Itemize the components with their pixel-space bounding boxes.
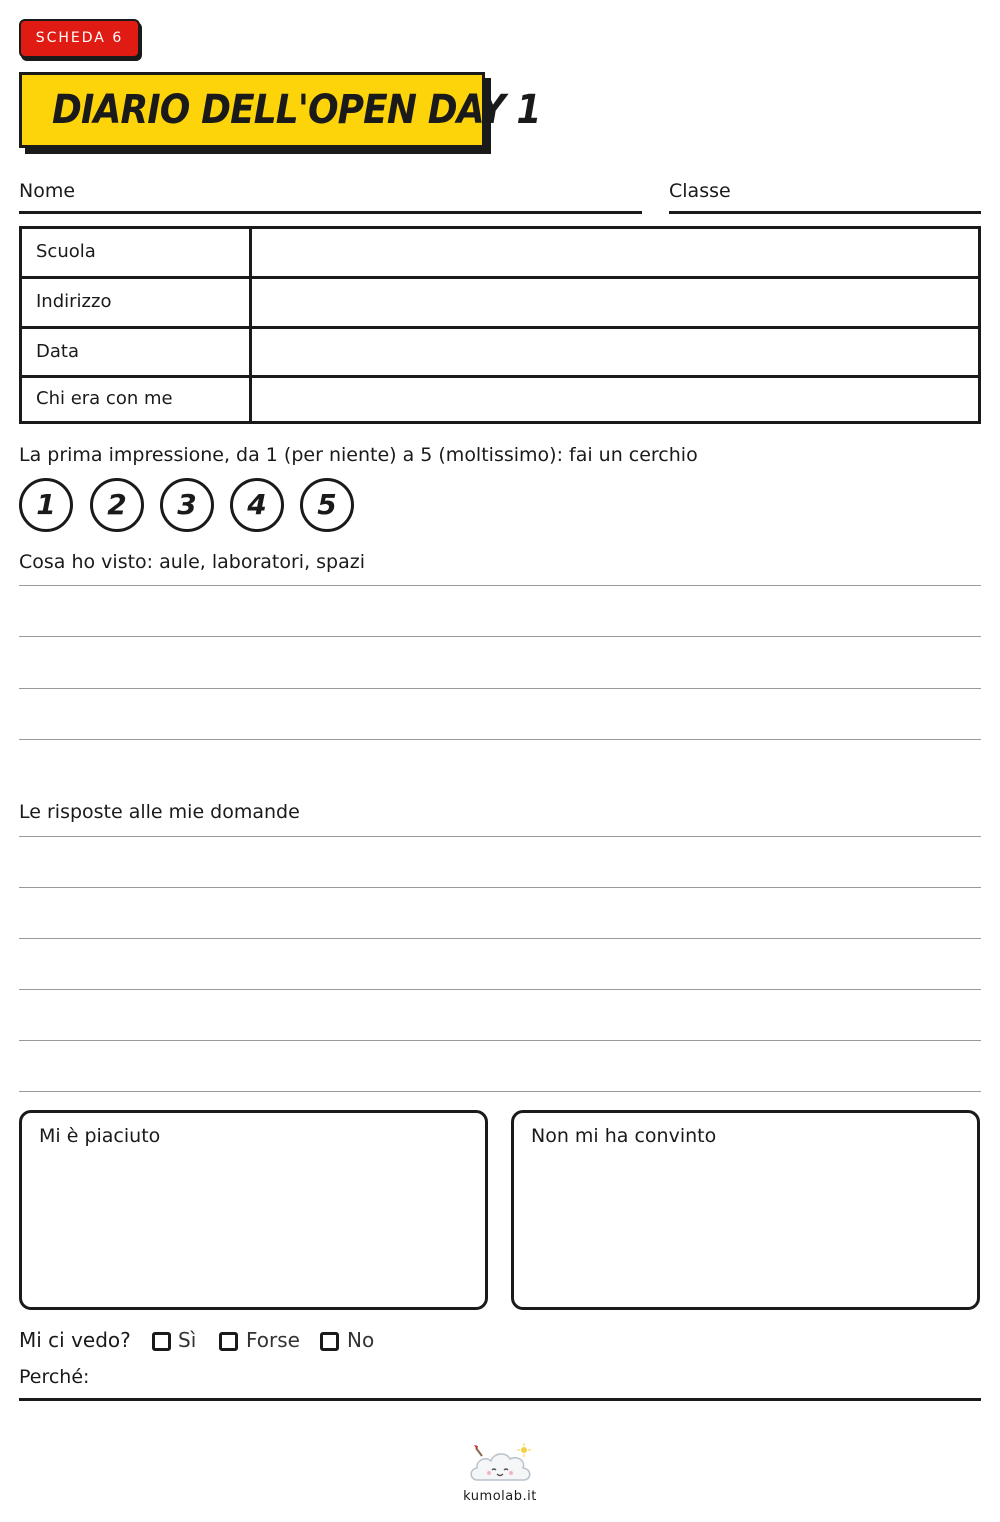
- liked-label: Mi è piaciuto: [39, 1125, 161, 1147]
- row-label-cell: [22, 329, 252, 378]
- row-label-cell: [22, 229, 252, 278]
- rating-4[interactable]: 4: [230, 478, 284, 532]
- cloud-logo-icon: [466, 1442, 536, 1488]
- table-row: [22, 229, 978, 278]
- writing-line[interactable]: [19, 836, 981, 837]
- rating-3[interactable]: 3: [160, 478, 214, 532]
- writing-line[interactable]: [19, 1040, 981, 1041]
- not-convinced-label: Non mi ha convinto: [531, 1125, 717, 1147]
- option-maybe-label: Forse: [246, 1328, 300, 1352]
- row-label: Indirizzo: [36, 291, 112, 312]
- sheet-badge: SCHEDA 6: [19, 19, 140, 58]
- table-row: [22, 329, 978, 378]
- row-label-cell: [22, 279, 252, 328]
- table-row: [22, 378, 978, 421]
- writing-line[interactable]: [19, 636, 981, 637]
- row-label: Scuola: [36, 241, 96, 262]
- liked-box[interactable]: [19, 1110, 488, 1310]
- writing-line[interactable]: [19, 887, 981, 888]
- info-table: [19, 226, 981, 424]
- row-label: Data: [36, 341, 79, 362]
- title-banner: [19, 72, 541, 148]
- impression-prompt: La prima impressione, da 1 (per niente) a 5 (moltissimo): fai un cerchio: [19, 444, 698, 466]
- see-myself-prompt: Mi ci vedo?: [19, 1328, 131, 1352]
- name-field[interactable]: [19, 211, 642, 214]
- writing-line[interactable]: [19, 688, 981, 689]
- row-label: Chi era con me: [36, 388, 173, 409]
- why-label: Perché:: [19, 1366, 90, 1388]
- rating-1[interactable]: 1: [19, 478, 73, 532]
- checkbox-maybe[interactable]: [219, 1332, 238, 1351]
- class-field[interactable]: [669, 211, 981, 214]
- class-label: Classe: [669, 180, 731, 202]
- rating-2[interactable]: 2: [90, 478, 144, 532]
- rating-5[interactable]: 5: [300, 478, 354, 532]
- writing-line[interactable]: [19, 1091, 981, 1092]
- option-yes-label: Sì: [178, 1328, 197, 1352]
- checkbox-yes[interactable]: [152, 1332, 171, 1351]
- answers-prompt: Le risposte alle mie domande: [19, 801, 300, 823]
- writing-line[interactable]: [19, 739, 981, 740]
- seen-prompt: Cosa ho visto: aule, laboratori, spazi: [19, 551, 366, 573]
- checkbox-no[interactable]: [320, 1332, 339, 1351]
- footer-url[interactable]: kumolab.it: [463, 1489, 537, 1504]
- option-no-label: No: [347, 1328, 375, 1352]
- row-label-cell: [22, 378, 252, 421]
- name-label: Nome: [19, 180, 76, 202]
- writing-line[interactable]: [19, 585, 981, 586]
- writing-line[interactable]: [19, 989, 981, 990]
- why-field[interactable]: [19, 1398, 981, 1401]
- writing-line[interactable]: [19, 938, 981, 939]
- page-title: DIARIO DELL'OPEN DAY 1: [52, 87, 541, 133]
- table-row: [22, 279, 978, 328]
- not-convinced-box[interactable]: [511, 1110, 980, 1310]
